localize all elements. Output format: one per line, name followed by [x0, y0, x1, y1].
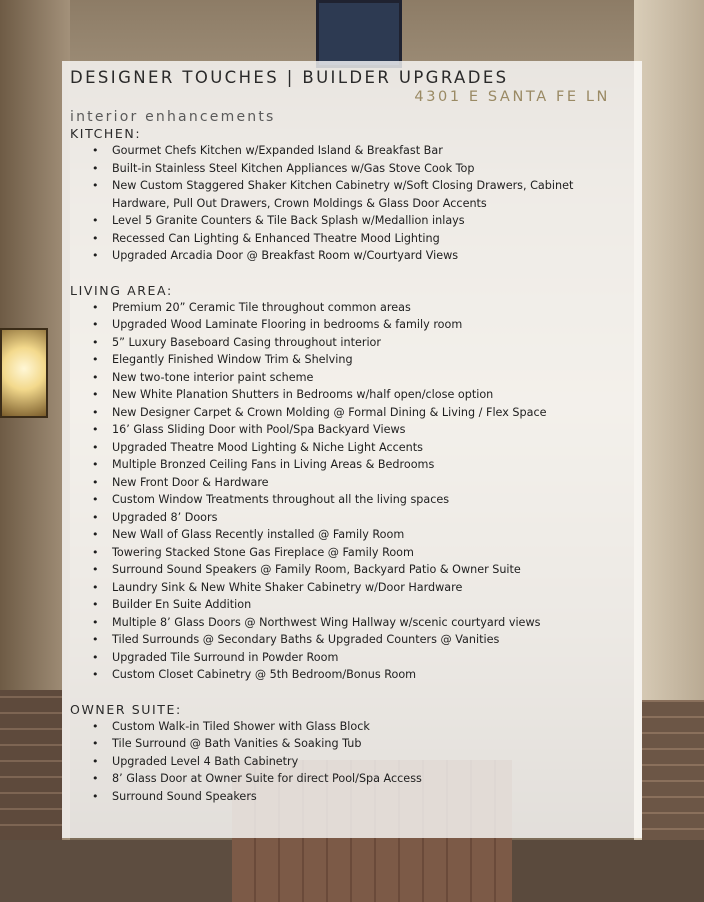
list-item — [92, 491, 632, 509]
list-item-text: New White Planation Shutters in Bedrooms w/half open/close option — [112, 388, 494, 401]
list-item — [92, 718, 632, 736]
content-panel — [62, 61, 642, 838]
list-item-text: New Custom Staggered Shaker Kitchen Cabinetry w/Soft Closing Drawers, Cabinet Hardware, Pull Out Drawers, Crown Moldings & Glass Door Accents — [112, 179, 574, 210]
bullet-icon: • — [92, 668, 99, 681]
list-item — [92, 351, 632, 369]
section-living-area — [70, 282, 632, 684]
list-item-text: New Designer Carpet & Crown Molding @ Formal Dining & Living / Flex Space — [112, 405, 547, 419]
item-list — [70, 142, 632, 265]
list-item-text: New Wall of Glass Recently installed @ Family Room — [112, 528, 405, 541]
sections-container — [70, 125, 632, 805]
list-item — [92, 230, 632, 248]
section-heading: KITCHEN: — [70, 126, 142, 141]
section-heading: OWNER SUITE: — [70, 701, 182, 717]
section-heading: LIVING AREA: — [70, 282, 173, 298]
list-item — [92, 334, 632, 352]
list-item-text: Recessed Can Lighting & Enhanced Theatre Mood Lighting — [112, 231, 440, 245]
list-item — [92, 456, 632, 474]
wall-lamp — [0, 328, 48, 418]
list-item — [92, 316, 632, 334]
bullet-icon: • — [92, 475, 99, 489]
bullet-icon: • — [92, 179, 99, 192]
bullet-icon: • — [92, 231, 99, 245]
list-item-text: Elegantly Finished Window Trim & Shelving — [112, 353, 353, 366]
list-item — [92, 177, 632, 212]
bullet-icon: • — [92, 598, 99, 611]
bullet-icon: • — [92, 300, 99, 314]
bullet-icon: • — [92, 754, 99, 768]
bullet-icon: • — [92, 388, 99, 401]
bullet-icon: • — [92, 580, 99, 594]
section-kitchen — [70, 125, 632, 265]
bullet-icon: • — [92, 440, 99, 454]
list-item-text: Upgraded Tile Surround in Powder Room — [112, 650, 339, 664]
bullet-icon: • — [92, 615, 99, 629]
list-item — [92, 544, 632, 562]
list-item-text: Premium 20” Ceramic Tile throughout common areas — [112, 300, 411, 314]
list-item — [92, 735, 632, 753]
bullet-icon: • — [92, 144, 99, 157]
bullet-icon: • — [92, 633, 99, 646]
list-item — [92, 753, 632, 771]
list-item — [92, 631, 632, 649]
list-item — [92, 369, 632, 387]
list-item — [92, 666, 632, 684]
list-item-text: Tile Surround @ Bath Vanities & Soaking Tub — [112, 737, 362, 750]
list-item-text: Laundry Sink & New White Shaker Cabinetry w/Door Hardware — [112, 580, 463, 594]
list-item-text: Surround Sound Speakers @ Family Room, Backyard Patio & Owner Suite — [112, 563, 521, 576]
list-item-text: Multiple 8’ Glass Doors @ Northwest Wing Hallway w/scenic courtyard views — [112, 615, 541, 629]
list-item-text: 8’ Glass Door at Owner Suite for direct Pool/Spa Access — [112, 772, 422, 785]
list-item-text: Gourmet Chefs Kitchen w/Expanded Island & Breakfast Bar — [112, 144, 443, 157]
list-item — [92, 404, 632, 422]
list-item-text: Custom Window Treatments throughout all the living spaces — [112, 493, 450, 506]
bullet-icon: • — [92, 458, 99, 471]
list-item-text: Built-in Stainless Steel Kitchen Appliances w/Gas Stove Cook Top — [112, 161, 475, 175]
bullet-icon: • — [92, 510, 99, 524]
list-item — [92, 649, 632, 667]
list-item — [92, 386, 632, 404]
bullet-icon: • — [92, 789, 99, 803]
gravel-right — [512, 840, 704, 902]
list-item-text: Towering Stacked Stone Gas Fireplace @ Family Room — [112, 545, 414, 559]
list-item — [92, 439, 632, 457]
bullet-icon: • — [92, 772, 99, 785]
list-item — [92, 299, 632, 317]
list-item — [92, 579, 632, 597]
stone-column-right — [642, 700, 704, 860]
list-item-text: Multiple Bronzed Ceiling Fans in Living Areas & Bedrooms — [112, 458, 435, 471]
bullet-icon: • — [92, 528, 99, 541]
bullet-icon: • — [92, 493, 99, 506]
list-item-text: New two-tone interior paint scheme — [112, 370, 314, 384]
list-item — [92, 142, 632, 160]
background-window — [316, 0, 402, 68]
list-item-text: Upgraded Wood Laminate Flooring in bedrooms & family room — [112, 318, 463, 331]
list-item — [92, 474, 632, 492]
property-address: 4301 E SANTA FE LN — [414, 89, 610, 105]
list-item-text: Custom Walk-in Tiled Shower with Glass Block — [112, 719, 370, 733]
stone-column-left — [0, 690, 62, 840]
list-item — [92, 770, 632, 788]
list-item-text: 16’ Glass Sliding Door with Pool/Spa Backyard Views — [112, 423, 406, 436]
item-list — [70, 718, 632, 806]
list-item-text: Level 5 Granite Counters & Tile Back Splash w/Medallion inlays — [112, 214, 465, 227]
list-item — [92, 561, 632, 579]
bullet-icon: • — [92, 719, 99, 733]
list-item-text: Custom Closet Cabinetry @ 5th Bedroom/Bonus Room — [112, 668, 417, 681]
bullet-icon: • — [92, 353, 99, 366]
list-item-text: Upgraded Arcadia Door @ Breakfast Room w/Courtyard Views — [112, 249, 459, 262]
page-title: DESIGNER TOUCHES | BUILDER UPGRADES — [70, 68, 509, 87]
gravel-left — [0, 840, 232, 902]
bullet-icon: • — [92, 405, 99, 419]
list-item — [92, 526, 632, 544]
list-item-text: 5” Luxury Baseboard Casing throughout interior — [112, 335, 381, 349]
list-item — [92, 614, 632, 632]
list-item — [92, 212, 632, 230]
bullet-icon: • — [92, 318, 99, 331]
list-item — [92, 509, 632, 527]
bullet-icon: • — [92, 650, 99, 664]
section-owner-suite — [70, 701, 632, 806]
list-item-text: Upgraded 8’ Doors — [112, 510, 218, 524]
bullet-icon: • — [92, 563, 99, 576]
list-item-text: Builder En Suite Addition — [112, 598, 252, 611]
list-item-text: Surround Sound Speakers — [112, 789, 257, 803]
list-item-text: Upgraded Theatre Mood Lighting & Niche Light Accents — [112, 440, 423, 454]
list-item — [92, 247, 632, 265]
bullet-icon: • — [92, 545, 99, 559]
page-subtitle: interior enhancements — [70, 109, 276, 125]
bullet-icon: • — [92, 249, 99, 262]
list-item — [92, 788, 632, 806]
list-item-text: Upgraded Level 4 Bath Cabinetry — [112, 754, 299, 768]
item-list — [70, 299, 632, 684]
bullet-icon: • — [92, 370, 99, 384]
bullet-icon: • — [92, 423, 99, 436]
bullet-icon: • — [92, 737, 99, 750]
bullet-icon: • — [92, 214, 99, 227]
list-item — [92, 596, 632, 614]
list-item — [92, 160, 632, 178]
list-item-text: Tiled Surrounds @ Secondary Baths & Upgraded Counters @ Vanities — [112, 633, 500, 646]
bullet-icon: • — [92, 161, 99, 175]
list-item — [92, 421, 632, 439]
bullet-icon: • — [92, 335, 99, 349]
list-item-text: New Front Door & Hardware — [112, 475, 269, 489]
